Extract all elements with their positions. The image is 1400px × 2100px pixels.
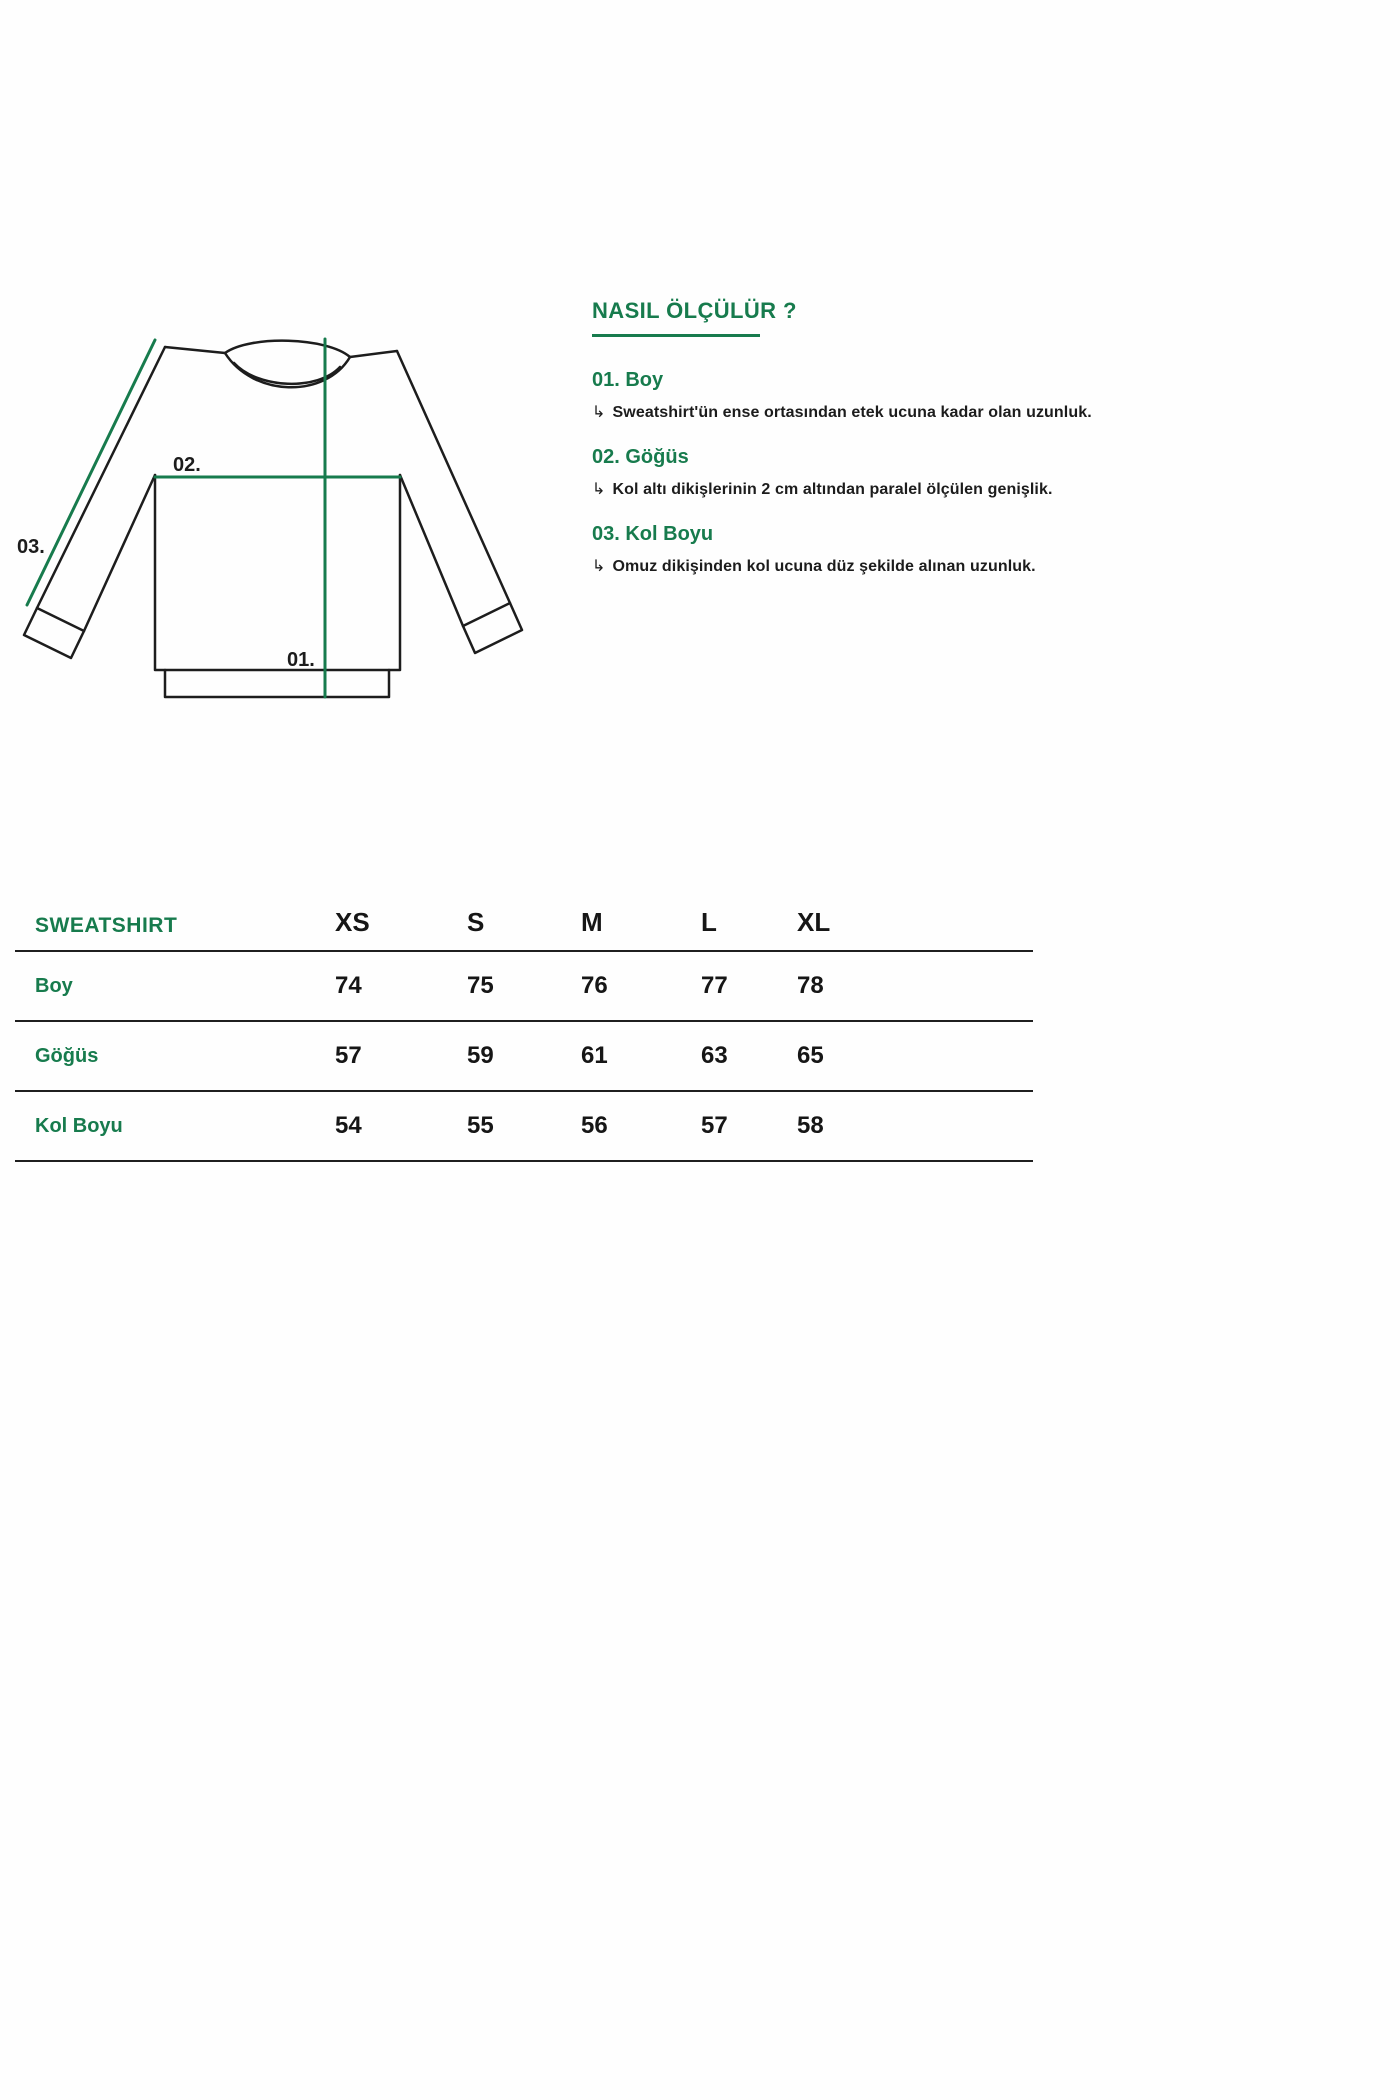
measure-item-desc [592,479,1092,499]
measure-item-kol-boyu [592,523,1092,576]
size-value: 61 [581,1042,608,1069]
measure-item-label: 03. Kol Boyu [592,523,714,545]
size-row-label: Göğüs [35,1044,99,1067]
size-table-header [15,888,1033,952]
measure-guide [592,298,1092,600]
size-col-header-xl: XL [797,907,831,937]
size-col-header-m: M [581,907,603,937]
size-row-gogus [15,1022,1033,1092]
measure-item-desc-text: Omuz dikişinden kol ucuna düz şekilde alınan uzunluk. [612,558,1036,575]
diagram-label-length: 01. [287,649,315,671]
size-value: 75 [467,972,494,999]
size-value: 78 [797,972,824,999]
size-col-header-xs: XS [335,907,370,937]
measure-line-sleeve [27,340,155,605]
measure-guide-title: NASIL ÖLÇÜLÜR ? [592,298,797,323]
size-value: 57 [335,1042,362,1069]
measure-item-boy [592,369,1092,422]
measure-item-desc [592,556,1092,576]
size-value: 77 [701,972,728,999]
sweatshirt-diagram [15,325,555,725]
measure-item-label: 01. Boy [592,369,664,391]
size-col-header-s: S [467,907,485,937]
diagram-label-chest: 02. [173,454,201,476]
arrow-icon: ↳ [592,558,606,575]
size-value: 54 [335,1112,362,1139]
measure-item-gogus [592,446,1092,499]
size-row-label: Boy [35,974,73,997]
size-value: 58 [797,1112,824,1139]
arrow-icon: ↳ [592,481,606,498]
size-row-label: Kol Boyu [35,1114,123,1137]
size-row-kol-boyu [15,1092,1033,1162]
measure-item-label: 02. Göğüs [592,446,689,468]
size-col-header-l: L [701,907,717,937]
size-value: 74 [335,972,362,999]
diagram-label-sleeve: 03. [17,536,45,558]
size-value: 55 [467,1112,494,1139]
size-table [15,888,1033,1162]
size-value: 56 [581,1112,608,1139]
size-value: 63 [701,1042,728,1069]
arrow-icon: ↳ [592,404,606,421]
measure-item-desc-text: Kol altı dikişlerinin 2 cm altından paralel ölçülen genişlik. [612,481,1053,498]
size-row-boy [15,952,1033,1022]
size-value: 76 [581,972,608,999]
product-label: SWEATSHIRT [35,914,178,937]
size-value: 59 [467,1042,494,1069]
measure-item-desc-text: Sweatshirt'ün ense ortasından etek ucuna kadar olan uzunluk. [612,404,1092,421]
title-underline [592,334,760,337]
sweatshirt-outline [24,341,522,697]
size-value: 57 [701,1112,728,1139]
size-value: 65 [797,1042,824,1069]
measure-item-desc [592,402,1092,422]
